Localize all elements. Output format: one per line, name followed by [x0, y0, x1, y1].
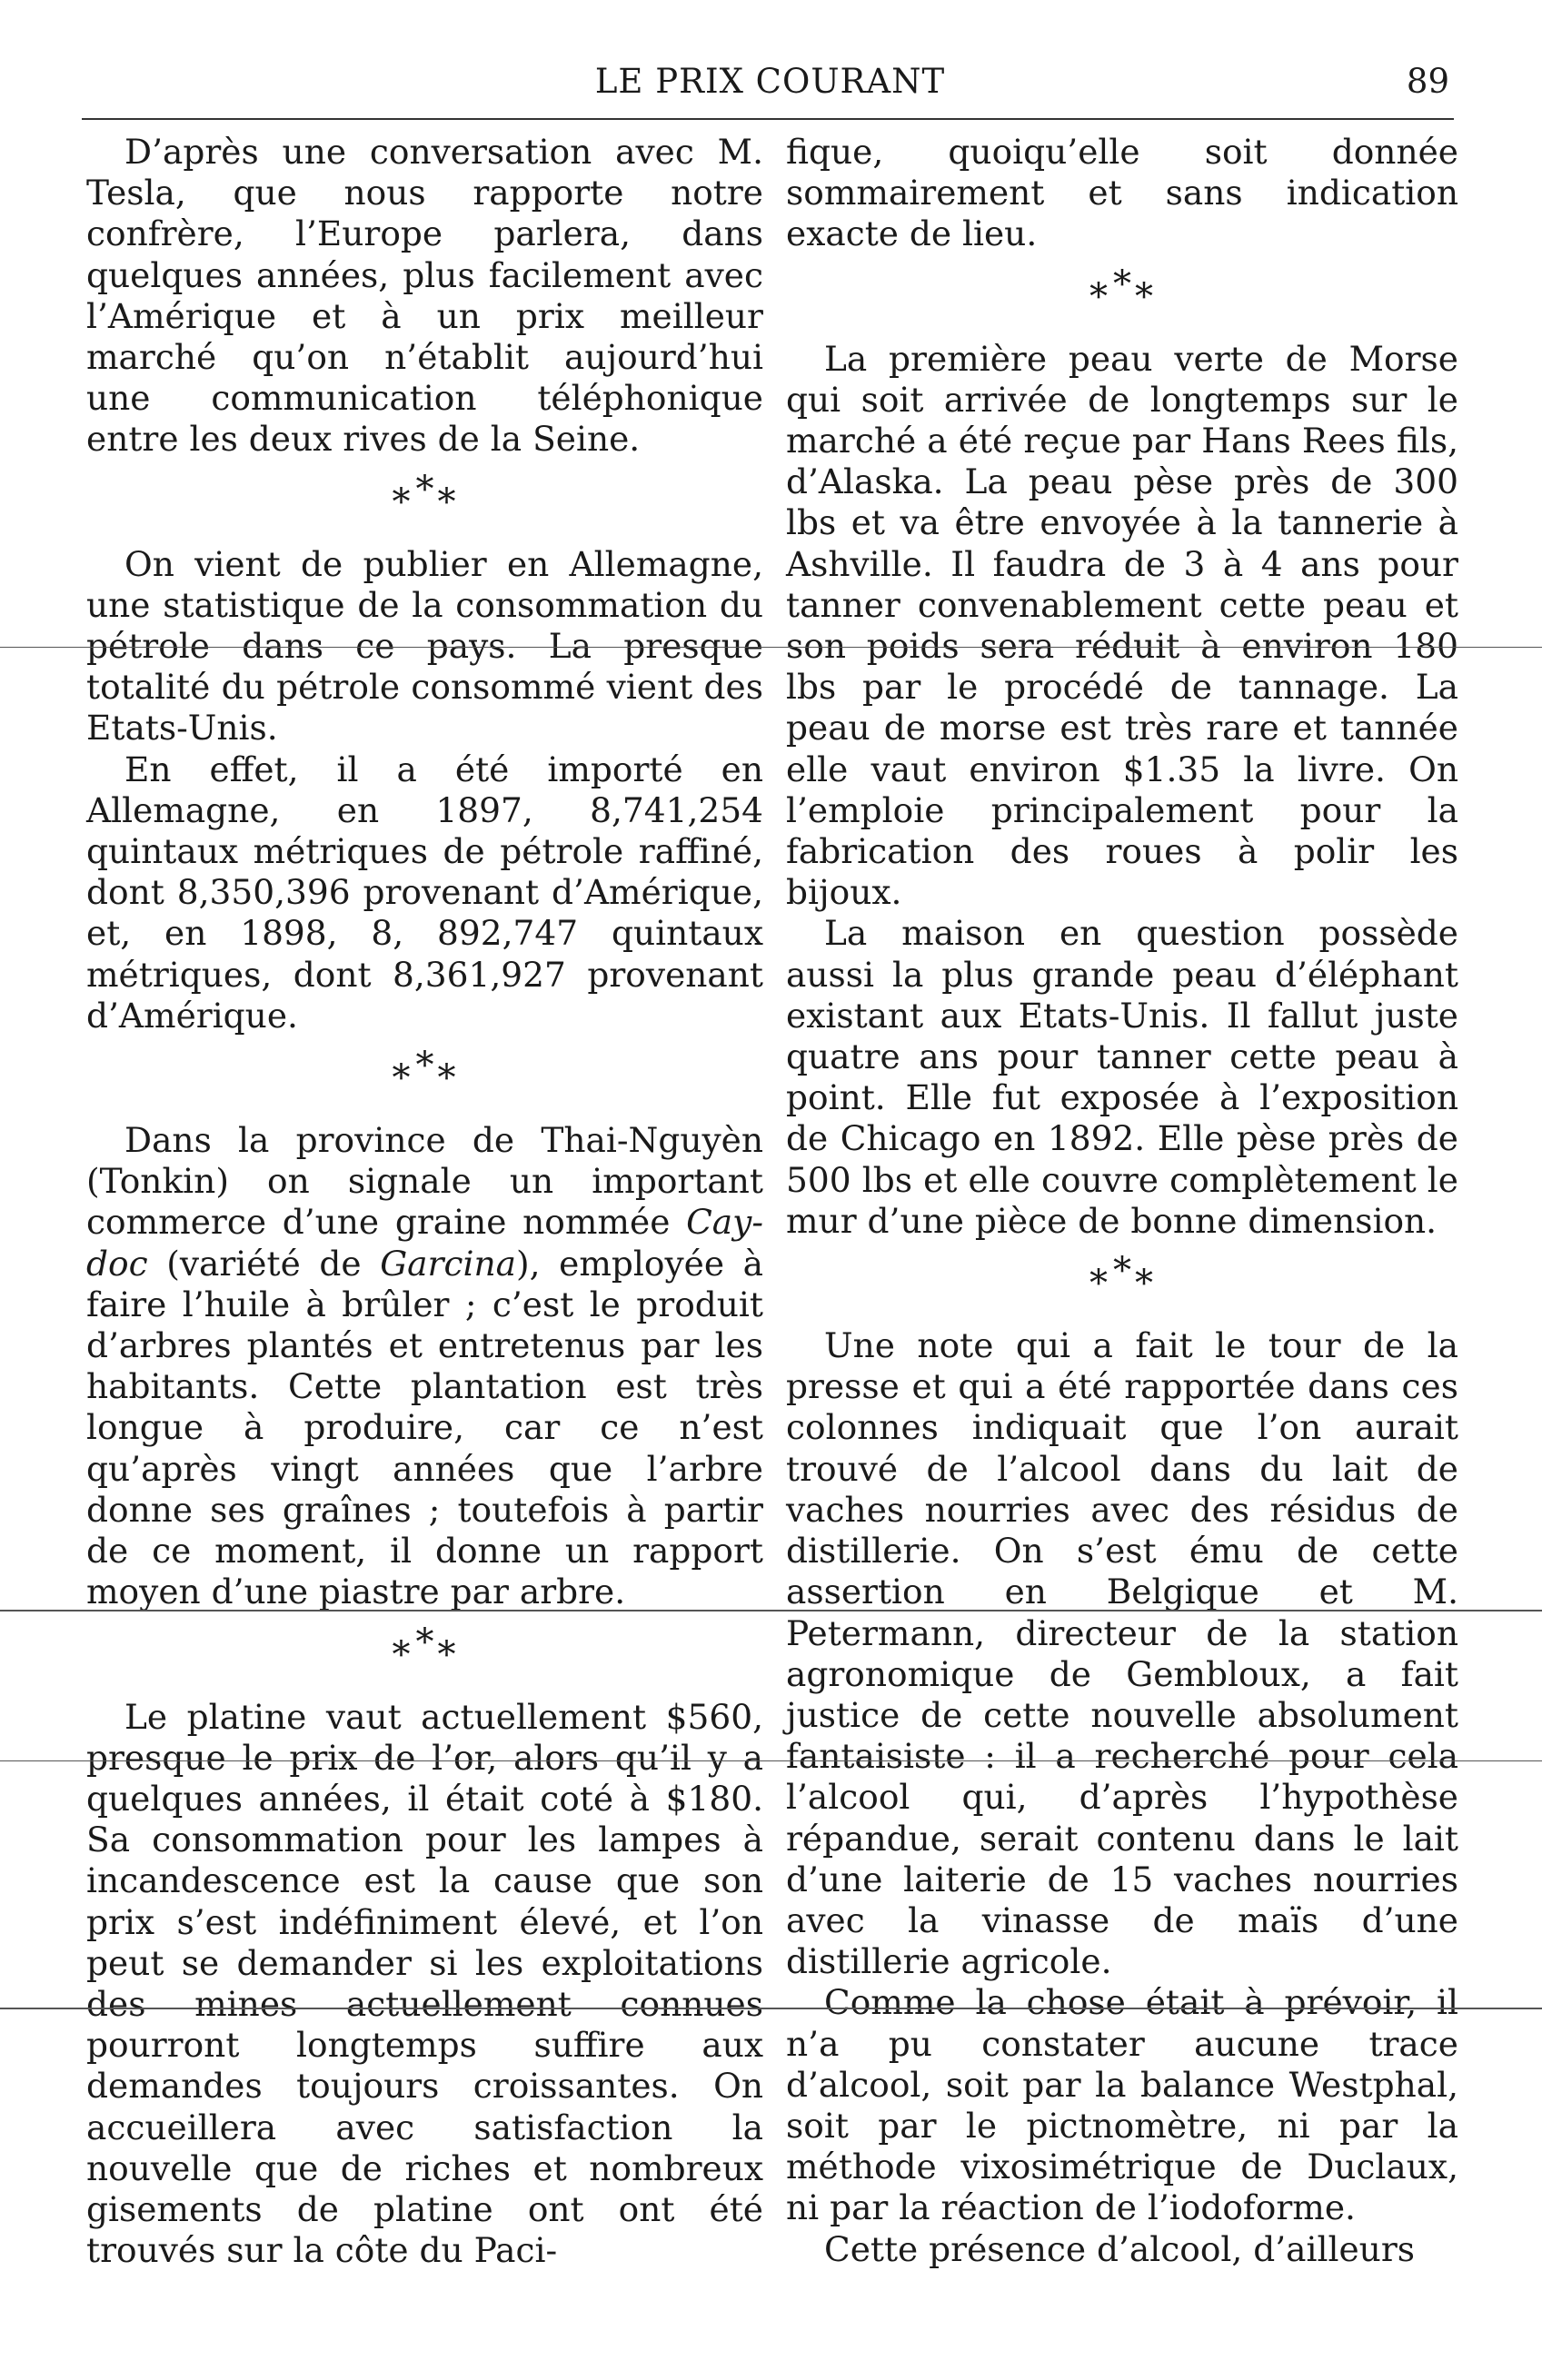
page-number: 89 [1406, 62, 1449, 101]
separator-star: * [1113, 263, 1131, 305]
separator-star: * [1135, 1263, 1153, 1305]
scan-line [0, 647, 1542, 648]
text-run: ), employée à faire l’huile à brûler ; c’est le produit d’arbres plantés et entretenus par les habitants. Cette plantation est très longue à produire, car ce n’est qu’après vingt années que l’arbre donne ses graînes ; toutefois à partir de ce moment, il donne un rapport moyen d’une piastre par arbre. [86, 1243, 763, 1612]
separator-star: * [437, 1057, 456, 1100]
separator-star: * [437, 481, 456, 523]
separator-star: * [392, 481, 411, 523]
paragraph-petrole: On vient de publier en Allemagne, une statistique de la consommation du pétrole dans ce pays. La presque totalité du pétrole consommé vient des Etats-Unis. [86, 543, 763, 749]
paragraph-tesla: D’après une conversation avec M. Tesla, que nous rapporte notre confrère, l’Europe parlera, dans quelques années, plus facilement avec l’Amérique et à un prix meilleur marché qu’on n’établit aujourd’hui une communication téléphonique entre les deux rives de la Seine. [86, 132, 763, 460]
separator-star: * [392, 1057, 411, 1100]
separator-star: * [415, 468, 434, 511]
paragraph-alcool-lait: Une note qui a fait le tour de la presse et qui a été rapportée dans ces colonnes indiquait que l’on aurait trouvé de l’alcool dans du lait de vaches nourries avec des résidus de distillerie. On s’est ému de cette assertion en Belgique et M. Petermann, directeur de la station agronomique de Gembloux, a fait justice de cette nouvelle absolument fantaisiste : il a recherché pour cela l’alcool qui, d’après l’hypothèse répandue, serait contenu dans le lait d’une laiterie de 15 vaches nourries avec la vinasse de maïs d’une distillerie agricole. [786, 1325, 1458, 1982]
running-title: LE PRIX COURANT [594, 62, 946, 101]
italic-term: Garcina [380, 1243, 516, 1284]
section-separator [786, 259, 1458, 332]
paragraph-continuation: fique, quoiqu’elle soit donnée sommairement et sans indication exacte de lieu. [786, 132, 1458, 254]
italic-term: Cay-doc [86, 1202, 763, 1284]
separator-star: * [1135, 275, 1153, 318]
separator-star: * [437, 1633, 456, 1676]
paragraph-final: Cette présence d’alcool, d’ailleurs [824, 2228, 1416, 2269]
section-separator [786, 1245, 1458, 1318]
scan-line [0, 2008, 1542, 2009]
right-column [786, 132, 1458, 2270]
paragraph-constat: Comme la chose était à prévoir, il n’a pu constater aucune trace d’alcool, soit par la balance Westphal, soit par le pictnomètre, ni par la méthode vixosimétrique de Duclaux, ni par la réaction de l’iodoforme. [786, 1982, 1458, 2228]
separator-star: * [1113, 1250, 1131, 1293]
header-rule [82, 118, 1454, 120]
section-separator [86, 1617, 763, 1690]
paragraph-cay-doc [86, 1120, 763, 1612]
paragraph-platine: Le platine vaut actuellement $560, presque le prix de l’or, alors qu’il y a quelques années, il était coté à $180. Sa consommation pour les lampes à incandescence est la cause que son prix s’est indéfiniment élevé, et l’on peut se demander si les exploitations des mines actuellement connues pourront longtemps suffire aux demandes toujours croissantes. On accueillera avec satisfaction la nouvelle que de riches et nombreux gisements de platine ont ont été trouvés sur la côte du Paci- [86, 1696, 763, 2271]
paragraph-importation: En effet, il a été importé en Allemagne, en 1897, 8,741,254 quintaux métriques de pétrole raffiné, dont 8,350,396 provenant d’Amérique, et, en 1898, 8, 892,747 quintaux métriques, dont 8,361,927 provenant d’Amérique. [86, 749, 763, 1036]
separator-star: * [392, 1633, 411, 1676]
text-run: (variété de [147, 1243, 381, 1284]
section-separator [86, 464, 763, 537]
scan-line [0, 1610, 1542, 1611]
separator-star: * [415, 1621, 434, 1663]
text-run: Dans la province de Thai-Nguyèn (Tonkin) on signale un important commerce d’une graine nommée [86, 1120, 763, 1243]
separator-star: * [1089, 1263, 1108, 1305]
section-separator [86, 1040, 763, 1113]
separator-star: * [1089, 275, 1108, 318]
paragraph-morse: La première peau verte de Morse qui soit arrivée de longtemps sur le marché a été reçue par Hans Rees fils, d’Alaska. La peau pèse près de 300 lbs et va être envoyée à la tannerie à Ashville. Il faudra de 3 à 4 ans pour tanner convenablement cette peau et son poids sera réduit à environ 180 lbs par le procédé de tannage. La peau de morse est très rare et tannée elle vaut environ $1.35 la livre. On l’emploie principalement pour la fabrication des roues à polir les bijoux. [786, 338, 1458, 913]
separator-star: * [415, 1045, 434, 1087]
page-header [82, 55, 1458, 109]
left-column [86, 132, 763, 2271]
scan-line [0, 1760, 1542, 1761]
paragraph-elephant: La maison en question possède aussi la plus grande peau d’éléphant existant aux Etats-Unis. Il fallut juste quatre ans pour tanner cette peau à point. Elle fut exposée à l’exposition de Chicago en 1892. Elle pèse près de 500 lbs et elle couvre complètement le mur d’une pièce de bonne dimension. [786, 913, 1458, 1241]
